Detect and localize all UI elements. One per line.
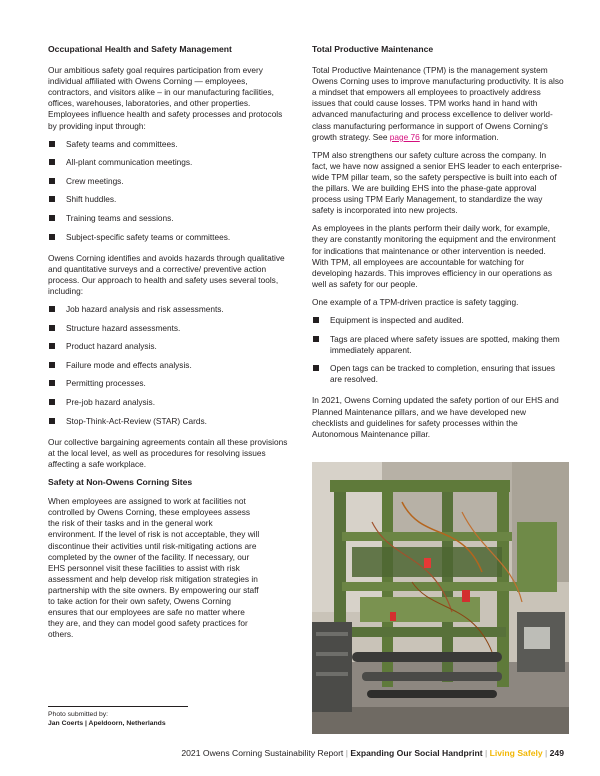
footer-subsection[interactable]: Living Safely bbox=[489, 748, 543, 758]
list-item: Training teams and sessions. bbox=[48, 213, 288, 224]
bargaining-paragraph: Our collective bargaining agreements contain all these provisions at the local level, as well as procedures for resolving issues affecting a safe workplace. bbox=[48, 436, 288, 469]
footer-report-title: 2021 Owens Corning Sustainability Report bbox=[181, 748, 344, 758]
list-item: Shift huddles. bbox=[48, 194, 288, 205]
bullet-icon bbox=[49, 159, 55, 165]
list-item: All-plant communication meetings. bbox=[48, 157, 288, 168]
bullet-icon bbox=[313, 365, 319, 371]
bullet-icon bbox=[49, 399, 55, 405]
tpm-paragraph-5: In 2021, Owens Corning updated the safety portion of our EHS and Planned Maintenance pillars, and we have developed new checklists and guidelines for safety processes within the Autonomous Maintenance pillar. bbox=[312, 395, 559, 439]
list-item: Tags are placed where safety issues are spotted, making them immediately apparent. bbox=[312, 334, 564, 356]
tpm-heading: Total Productive Maintenance bbox=[312, 44, 434, 54]
photo-credit-label: Photo submitted by: bbox=[48, 711, 109, 718]
non-oc-sites-paragraph: When employees are assigned to work at facilities not controlled by Owens Corning, these employees assess the risk of their tasks and in the general work environment. If the level of risk is not acceptable, they will discontinue their activities until risk-mitigating actions are completed by the owner of the facility. If necessary, our EHS personnel visit these facilities to assist with risk assessment and help develop risk mitigation strategies in partnership with the site owners. By empowering our staff to take action for their own safety, Owens Corning ensures that our employees are safe no matter where they are, and they can model good safety practices for others. bbox=[48, 496, 260, 640]
list-item: Crew meetings. bbox=[48, 176, 288, 187]
list-item: Failure mode and effects analysis. bbox=[48, 360, 288, 371]
tpm-paragraph-1: Total Productive Maintenance (TPM) is the management system Owens Corning uses to improve manufacturing productivity. It is also a mindset that empowers all employees to proactively address issues that could cause losses. TPM works hand in hand with advanced manufacturing and process excellence to deliver world-class manufacturing performance in support of Owens Corning's growth strategy. See page 76 for more information. bbox=[312, 65, 564, 142]
bullet-icon bbox=[49, 215, 55, 221]
photo-credit bbox=[48, 710, 166, 728]
input-list bbox=[48, 139, 288, 243]
list-item: Product hazard analysis. bbox=[48, 341, 288, 352]
footer-section[interactable]: Expanding Our Social Handprint bbox=[350, 748, 483, 758]
list-item: Subject-specific safety teams or committees. bbox=[48, 232, 288, 243]
list-item: Open tags can be tracked to completion, ensuring that issues are resolved. bbox=[312, 363, 564, 385]
tpm-paragraph-3: As employees in the plants perform their daily work, for example, they are constantly monitoring the equipment and the environment for indications that maintenance or other intervention is needed. With TPM, all employees are accountable for watching for developing hazards. This improves efficiency in our operations as well as safety for our people. bbox=[312, 223, 556, 289]
bullet-icon bbox=[49, 196, 55, 202]
non-oc-sites-heading: Safety at Non-Owens Corning Sites bbox=[48, 477, 193, 488]
bullet-icon bbox=[49, 325, 55, 331]
footer-separator: | bbox=[345, 748, 348, 758]
ohs-heading: Occupational Health and Safety Management bbox=[48, 44, 232, 54]
bullet-icon bbox=[49, 362, 55, 368]
tpm-paragraph-4: One example of a TPM-driven practice is safety tagging. bbox=[312, 296, 519, 307]
page-footer bbox=[181, 748, 564, 758]
right-column bbox=[312, 44, 564, 447]
machine-photo bbox=[312, 462, 569, 734]
tpm-paragraph-2: TPM also strengthens our safety culture across the company. In fact, we have now assigned a senior EHS leader to each enterprise-wide TPM pillar team, so the safety perspective is built into each of the pillars. We are building EHS into the phase-gate approval process using TPM Early Management, to standardize the way safety is incorporated into new projects. bbox=[312, 149, 562, 216]
list-item: Permitting processes. bbox=[48, 378, 288, 389]
bullet-icon bbox=[313, 336, 319, 342]
bullet-icon bbox=[313, 317, 319, 323]
left-column bbox=[48, 44, 288, 647]
tools-list bbox=[48, 304, 288, 427]
bullet-icon bbox=[49, 380, 55, 386]
photo-credit-name: Jan Coerts | Apeldoorn, Netherlands bbox=[48, 720, 166, 727]
page-76-link[interactable]: page 76 bbox=[389, 131, 420, 142]
footer-separator: | bbox=[485, 748, 488, 758]
list-item: Job hazard analysis and risk assessments. bbox=[48, 304, 288, 315]
machine-illustration bbox=[312, 462, 569, 734]
page-number: 249 bbox=[549, 748, 564, 758]
list-item: Structure hazard assessments. bbox=[48, 323, 288, 334]
ohs-intro: Our ambitious safety goal requires participation from every individual affiliated with Owens Corning — employees, contractors, and visitors alike – in our manufacturing facilities, offices, warehouses, laboratories, and other properties. Employees influence health and safety processes and protocols by providing input through: bbox=[48, 65, 283, 131]
bullet-icon bbox=[49, 343, 55, 349]
footer-separator: | bbox=[545, 748, 548, 758]
bullet-icon bbox=[49, 234, 55, 240]
bullet-icon bbox=[49, 418, 55, 424]
tagging-list bbox=[312, 315, 564, 385]
list-item: Stop-Think-Act-Review (STAR) Cards. bbox=[48, 416, 288, 427]
list-item: Safety teams and committees. bbox=[48, 139, 288, 150]
list-item: Pre-job hazard analysis. bbox=[48, 397, 288, 408]
list-item: Equipment is inspected and audited. bbox=[312, 315, 564, 326]
bullet-icon bbox=[49, 141, 55, 147]
hazard-paragraph: Owens Corning identifies and avoids hazards through qualitative and quantitative surveys and a corrective/ preventive action process. Our approach to health and safety uses several tools, including: bbox=[48, 252, 285, 296]
credit-divider bbox=[48, 706, 188, 707]
bullet-icon bbox=[49, 306, 55, 312]
bullet-icon bbox=[49, 178, 55, 184]
